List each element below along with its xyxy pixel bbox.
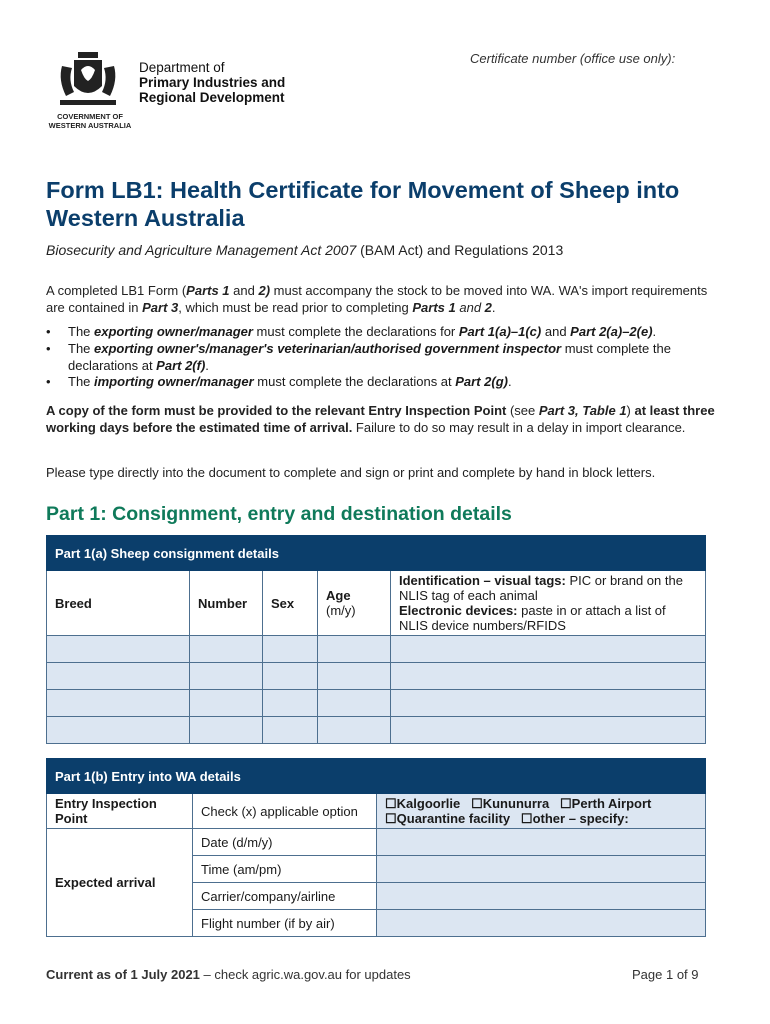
wa-coat-of-arms-icon — [54, 48, 122, 112]
carrier-field[interactable] — [377, 883, 706, 910]
copy-notice — [46, 403, 718, 436]
intro-text: and — [455, 299, 485, 315]
table-1b — [46, 758, 706, 937]
ident-label: Electronic devices: — [399, 603, 518, 618]
intro-text: must accompany the stock to be moved into WA. WA's import requirements are contained in — [46, 283, 708, 315]
sex-field[interactable] — [263, 690, 318, 717]
quarantine-facility-checkbox[interactable]: ☐Quarantine facility — [385, 811, 511, 826]
intro-text: , which must be read prior to completing — [178, 299, 413, 315]
bullet-bold: importing owner/manager — [94, 374, 254, 389]
dept-line-2: Primary Industries and — [139, 75, 286, 90]
table-row — [47, 663, 706, 690]
flight-number-label: Flight number (if by air) — [193, 910, 377, 937]
age-field[interactable] — [318, 636, 391, 663]
sex-field[interactable] — [263, 717, 318, 744]
bullet-bold: Part 2(g) — [455, 374, 508, 389]
bullet-bold: exporting owner/manager — [94, 324, 253, 339]
ident-label: Identification – visual tags: — [399, 573, 566, 588]
breed-field[interactable] — [47, 717, 190, 744]
entry-point-label: Entry Inspection Point — [47, 794, 193, 829]
act-rest: (BAM Act) and Regulations 2013 — [356, 242, 564, 258]
intro-text: A completed LB1 Form ( — [46, 283, 187, 298]
gov-line-2: WESTERN AUSTRALIA — [48, 121, 132, 130]
number-field[interactable] — [190, 663, 263, 690]
age-label: Age — [326, 588, 351, 603]
breed-field[interactable] — [47, 636, 190, 663]
check-option-label: Check (x) applicable option — [193, 794, 377, 829]
ident-text: PIC or brand on the NLIS tag of each animal — [399, 573, 683, 603]
time-label: Time (am/pm) — [193, 856, 377, 883]
subtitle — [46, 242, 718, 259]
intro-bold: 2 — [484, 299, 492, 315]
notice-bold: Part 3, Table 1 — [538, 403, 627, 418]
date-label: Date (d/m/y) — [193, 829, 377, 856]
time-field[interactable] — [377, 856, 706, 883]
intro-bold: Part 3 — [142, 299, 179, 315]
table-row — [47, 717, 706, 744]
intro-text: and — [229, 283, 259, 298]
certificate-number-label: Certificate number (office use only): — [470, 51, 676, 66]
notice-bold: A copy of the form must be provided to the relevant Entry Inspection Point — [46, 403, 507, 418]
footer-currency — [46, 967, 411, 982]
notice-bold: at least three working days before the estimated time of arrival. — [46, 403, 715, 435]
identification-field[interactable] — [391, 717, 706, 744]
table-1a-title: Part 1(a) Sheep consignment details — [47, 536, 706, 571]
kalgoorlie-checkbox[interactable]: ☐Kalgoorlie — [385, 796, 461, 811]
bullet-bold: exporting owner's/manager's veterinarian/authorised government inspector — [94, 341, 562, 356]
table-1b-title: Part 1(b) Entry into WA details — [47, 759, 706, 794]
bullet-text: The — [68, 341, 95, 356]
sex-field[interactable] — [263, 636, 318, 663]
bullet-icon: • — [46, 324, 51, 339]
sex-field[interactable] — [263, 663, 318, 690]
intro-paragraph — [46, 283, 718, 316]
notice-text: Failure to do so may result in a delay in import clearance. — [352, 419, 686, 435]
entry-options — [377, 794, 706, 829]
number-field[interactable] — [190, 690, 263, 717]
bullet-icon: • — [46, 341, 51, 356]
intro-bold: Parts 1 — [412, 299, 456, 315]
age-field[interactable] — [318, 690, 391, 717]
bullet-text: must complete the declarations at — [253, 374, 456, 389]
ident-text: paste in or attach a list of NLIS device numbers/RFIDS — [399, 603, 666, 633]
perth-airport-checkbox[interactable]: ☐Perth Airport — [560, 796, 652, 811]
bullet-bold: Part 1(a)–1(c) — [458, 324, 542, 339]
page-number: Page 1 of 9 — [632, 967, 699, 982]
other-checkbox[interactable]: ☐other – specify: — [520, 811, 629, 826]
flight-number-field[interactable] — [377, 910, 706, 937]
bullet-text: must complete the declarations for — [252, 324, 459, 339]
carrier-label: Carrier/company/airline — [193, 883, 377, 910]
col-header-breed: Breed — [47, 571, 190, 636]
gov-line-1: COVERNMENT OF — [57, 112, 123, 121]
bullet-text: The — [68, 324, 95, 339]
table-row — [47, 690, 706, 717]
part1-heading: Part 1: Consignment, entry and destination details — [46, 503, 512, 525]
age-field[interactable] — [318, 663, 391, 690]
intro-bold: 2) — [258, 283, 271, 298]
table-row — [47, 636, 706, 663]
bullet-icon: • — [46, 374, 51, 389]
col-header-age — [318, 571, 391, 636]
dpird-logo — [44, 46, 294, 130]
table-1a — [46, 535, 706, 744]
intro-bold: Parts 1 — [186, 283, 230, 298]
identification-field[interactable] — [391, 636, 706, 663]
bullet-bold: Part 2(a)–2(e) — [570, 324, 653, 339]
bullet-text: . — [205, 357, 209, 373]
date-field[interactable] — [377, 829, 706, 856]
dept-line-3: Regional Development — [139, 90, 285, 105]
breed-field[interactable] — [47, 663, 190, 690]
bullet-text: must complete the declarations at — [68, 341, 671, 373]
age-field[interactable] — [318, 717, 391, 744]
bullet-text: and — [541, 324, 571, 339]
col-header-number: Number — [190, 571, 263, 636]
identification-field[interactable] — [391, 690, 706, 717]
number-field[interactable] — [190, 636, 263, 663]
bullet-text: . — [652, 324, 657, 339]
bullet-bold: Part 2(f) — [156, 357, 206, 373]
footer-date: Current as of 1 July 2021 — [46, 967, 200, 982]
age-unit: (m/y) — [326, 603, 356, 618]
number-field[interactable] — [190, 717, 263, 744]
notice-text: (see — [506, 403, 539, 418]
dept-line-1: Department of — [139, 60, 225, 75]
bullet-text: . — [508, 374, 512, 389]
breed-field[interactable] — [47, 690, 190, 717]
expected-arrival-label: Expected arrival — [47, 829, 193, 937]
identification-field[interactable] — [391, 663, 706, 690]
kununurra-checkbox[interactable]: ☐Kununurra — [471, 796, 550, 811]
notice-text: ) — [626, 403, 635, 418]
act-name: Biosecurity and Agriculture Management Act 2007 — [46, 242, 357, 258]
intro-text: . — [491, 299, 496, 315]
form-title: Form LB1: Health Certificate for Movement of Sheep into Western Australia — [46, 177, 680, 231]
instructions: Please type directly into the document to complete and sign or print and complete by hand in block letters. — [46, 465, 656, 480]
col-header-identification — [391, 571, 706, 636]
footer-text: – check agric.wa.gov.au for updates — [199, 967, 411, 982]
bullet-text: The — [68, 374, 95, 389]
col-header-sex: Sex — [263, 571, 318, 636]
